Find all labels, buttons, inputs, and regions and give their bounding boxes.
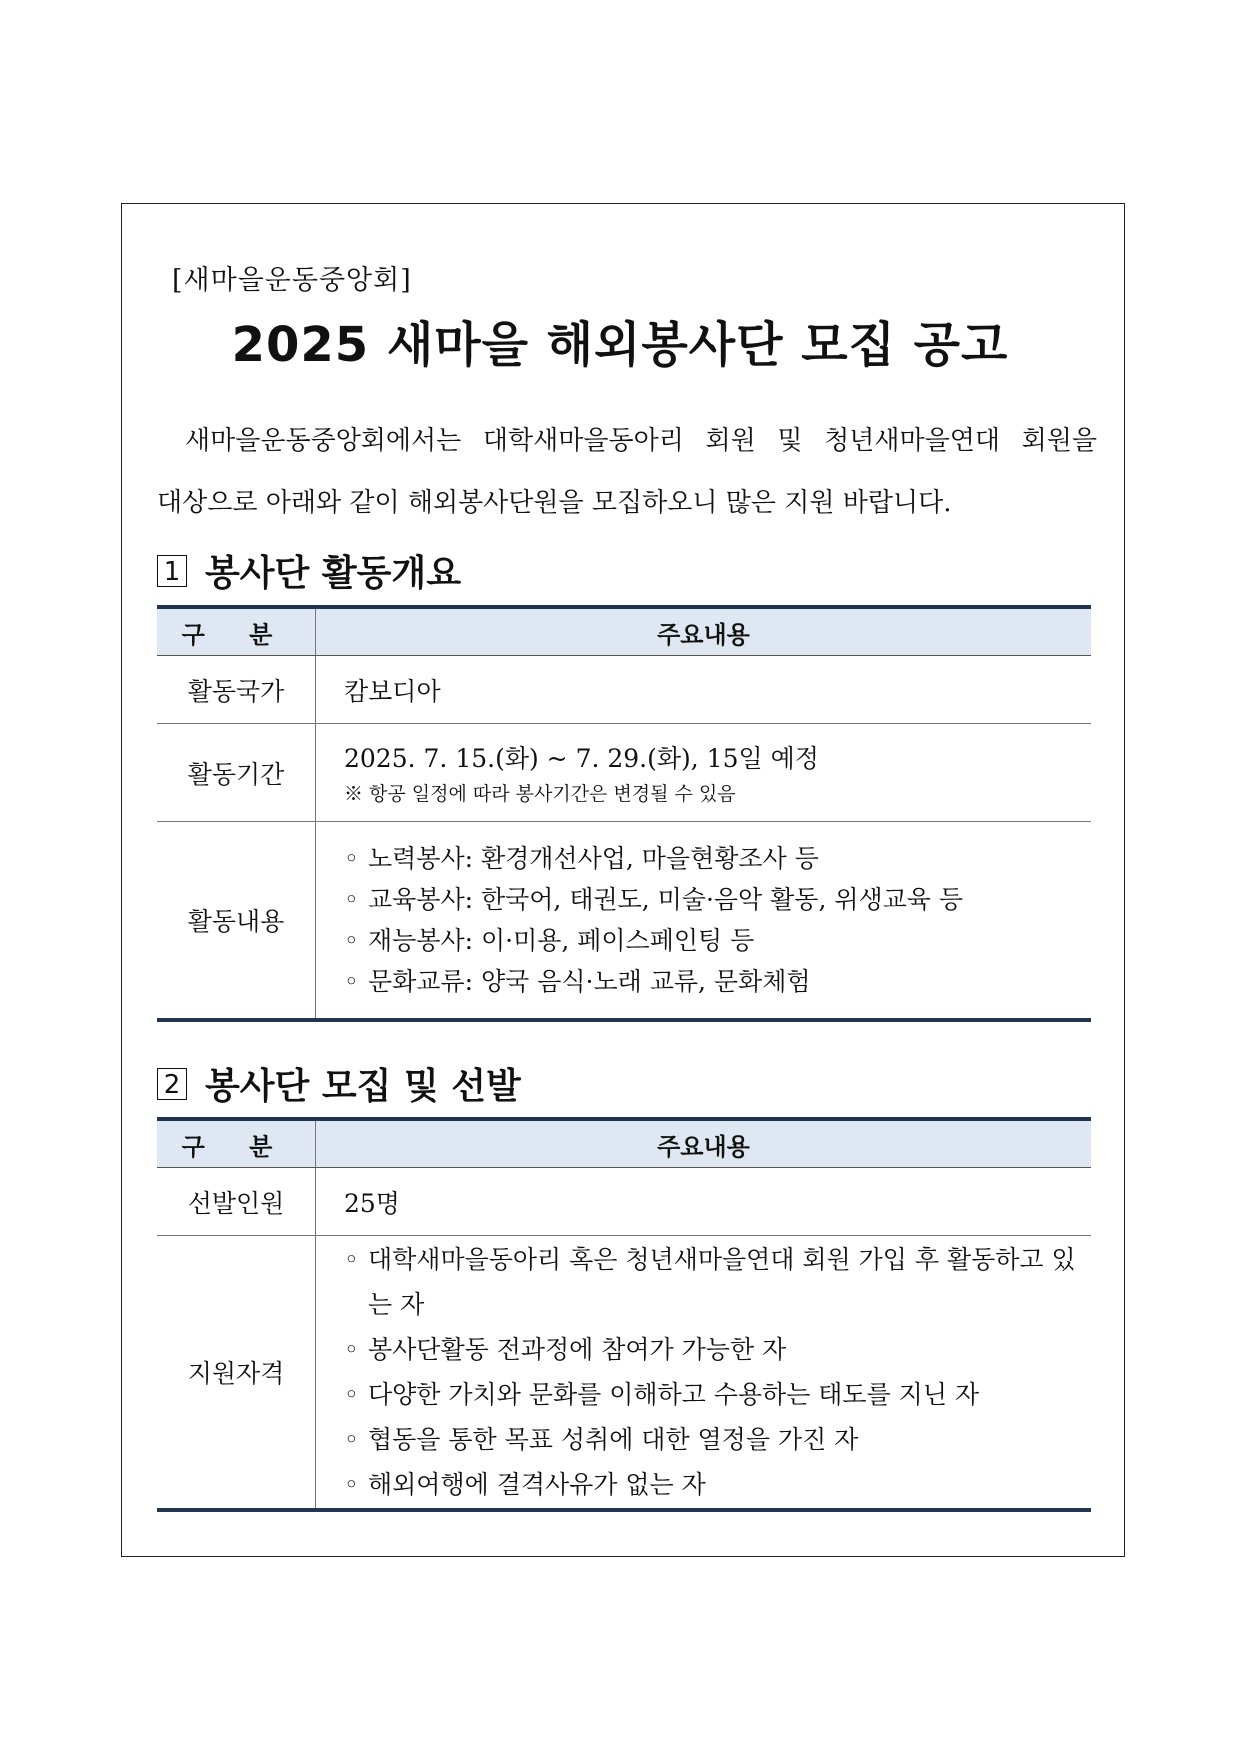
row-value: 캄보디아 bbox=[316, 656, 1092, 724]
table-row bbox=[157, 1236, 1091, 1511]
period-note: ※ 항공 일정에 따라 봉사기간은 변경될 수 있음 bbox=[344, 783, 736, 805]
list-item: ◦ 재능봉사: 이·미용, 페이스페인팅 등 bbox=[344, 920, 1090, 961]
row-label: 지원자격 bbox=[157, 1236, 316, 1511]
list-item: ◦ 교육봉사: 한국어, 태권도, 미술·음악 활동, 위생교육 등 bbox=[344, 879, 1090, 920]
intro-paragraph bbox=[157, 410, 1097, 534]
section1-number: 1 bbox=[157, 555, 187, 587]
header-category: 구 분 bbox=[157, 1119, 316, 1168]
table-header-row bbox=[157, 1119, 1091, 1168]
intro-line-2: 대상으로 아래와 같이 해외봉사단원을 모집하오니 많은 지원 바랍니다. bbox=[157, 488, 952, 518]
section2-heading bbox=[157, 1058, 521, 1109]
row-label: 활동내용 bbox=[157, 822, 316, 1020]
row-value bbox=[316, 724, 1092, 822]
list-item: ◦ 봉사단활동 전과정에 참여가 가능한 자 bbox=[344, 1327, 1090, 1372]
row-value: 25명 bbox=[316, 1168, 1092, 1236]
intro-line-1: 새마을운동중앙회에서는 대학새마을동아리 회원 및 청년새마을연대 회원을 bbox=[185, 426, 1097, 456]
activity-overview-table bbox=[157, 605, 1091, 1022]
organization-label: [새마을운동중앙회] bbox=[172, 265, 412, 296]
row-value bbox=[316, 822, 1092, 1020]
list-item: ◦ 협동을 통한 목표 성취에 대한 열정을 가진 자 bbox=[344, 1417, 1090, 1462]
header-content: 주요내용 bbox=[316, 607, 1092, 656]
list-item: ◦ 대학새마을동아리 혹은 청년새마을연대 회원 가입 후 활동하고 있는 자 bbox=[344, 1237, 1090, 1327]
header-category: 구 분 bbox=[157, 607, 316, 656]
table-row bbox=[157, 1168, 1091, 1236]
section1-title: 봉사단 활동개요 bbox=[205, 553, 461, 594]
table-row bbox=[157, 724, 1091, 822]
qualification-list bbox=[344, 1237, 1090, 1507]
list-item: ◦ 다양한 가치와 문화를 이해하고 수용하는 태도를 지닌 자 bbox=[344, 1372, 1090, 1417]
list-item: ◦ 노력봉사: 환경개선사업, 마을현황조사 등 bbox=[344, 838, 1090, 879]
list-item: ◦ 문화교류: 양국 음식·노래 교류, 문화체험 bbox=[344, 961, 1090, 1002]
page-title: 2025 새마을 해외봉사단 모집 공고 bbox=[231, 317, 1009, 373]
row-label: 활동국가 bbox=[157, 656, 316, 724]
section2-title: 봉사단 모집 및 선발 bbox=[205, 1066, 521, 1107]
section1-heading bbox=[157, 545, 461, 596]
period-value: 2025. 7. 15.(화) ~ 7. 29.(화), 15일 예정 bbox=[344, 744, 819, 773]
section2-number: 2 bbox=[157, 1068, 187, 1100]
header-content: 주요내용 bbox=[316, 1119, 1092, 1168]
table-row bbox=[157, 822, 1091, 1020]
table-header-row bbox=[157, 607, 1091, 656]
recruitment-table bbox=[157, 1117, 1091, 1512]
row-label: 활동기간 bbox=[157, 724, 316, 822]
list-item: ◦ 해외여행에 결격사유가 없는 자 bbox=[344, 1462, 1090, 1507]
table-row bbox=[157, 656, 1091, 724]
row-value bbox=[316, 1236, 1092, 1511]
activity-list bbox=[344, 838, 1090, 1002]
row-label: 선발인원 bbox=[157, 1168, 316, 1236]
